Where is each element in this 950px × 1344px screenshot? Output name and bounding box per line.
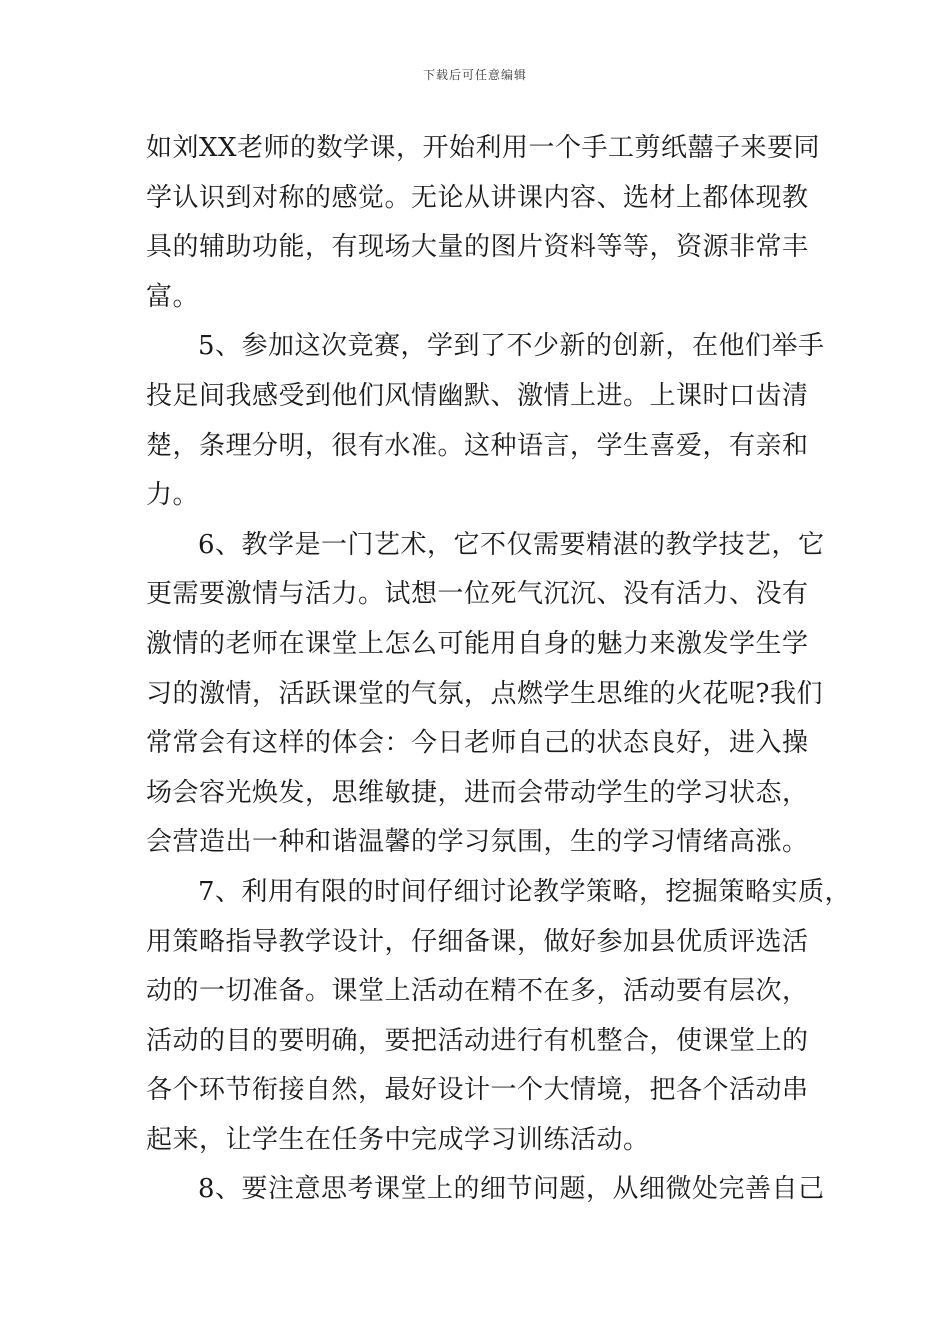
- text-line: 动的一切准备。课堂上活动在精不在多，活动要有层次，: [146, 976, 809, 1007]
- text-line: 会营造出一种和谐温馨的学习氛围，生的学习情绪高涨。: [146, 827, 809, 858]
- text-line: 常常会有这样的体会：今日老师自己的状态良好，进入操: [146, 728, 809, 759]
- text-line: 具的辅助功能，有现场大量的图片资料等等，资源非常丰: [146, 232, 809, 263]
- paragraph-6: [146, 521, 826, 868]
- text-line: 8、要注意思考课堂上的细节问题，从细微处完善自己: [198, 1174, 825, 1205]
- text-line: 7、利用有限的时间仔细讨论教学策略，挖掘策略实质，: [198, 876, 852, 907]
- text-line: 习的激情，活跃课堂的气氛，点燃学生思维的火花呢?我们: [146, 678, 823, 709]
- text-line: 场会容光焕发，思维敏捷，进而会带动学生的学习状态，: [146, 777, 809, 808]
- text-line: 激情的老师在课堂上怎么可能用自身的魅力来激发学生学: [146, 628, 809, 659]
- text-line: 富。: [146, 281, 200, 312]
- text-line: 更需要激情与活力。试想一位死气沉沉、没有活力、没有: [146, 579, 809, 610]
- paragraph-8: [146, 1165, 826, 1215]
- paragraph-7: [146, 868, 852, 1166]
- text-line: 起来，让学生在任务中完成学习训练活动。: [146, 1124, 650, 1155]
- text-line: 投足间我感受到他们风情幽默、激情上进。上课时口齿清: [146, 380, 809, 411]
- text-line: 如刘XX老师的数学课，开始利用一个手工剪纸囍子来要同: [146, 133, 821, 163]
- text-line: 各个环节衔接自然，最好设计一个大情境，把各个活动串: [146, 1075, 809, 1106]
- text-line: 5、参加这次竞赛，学到了不少新的创新，在他们举手: [198, 331, 825, 362]
- text-line: 力。: [146, 480, 200, 511]
- document-body: [146, 124, 852, 1215]
- page-header: 下载后可任意编辑: [422, 68, 527, 82]
- text-line: 学认识到对称的感觉。无论从讲课内容、选材上都体现教: [146, 182, 809, 213]
- text-line: 活动的目的要明确，要把活动进行有机整合，使课堂上的: [146, 1025, 809, 1056]
- text-line: 楚，条理分明，很有水准。这种语言，学生喜爱，有亲和: [146, 430, 809, 461]
- paragraph-1: [146, 124, 826, 322]
- text-line: 6、教学是一门艺术，它不仅需要精湛的教学技艺，它: [198, 529, 825, 560]
- paragraph-5: [146, 322, 826, 520]
- text-line: 用策略指导教学设计，仔细备课，做好参加县优质评选活: [146, 926, 809, 957]
